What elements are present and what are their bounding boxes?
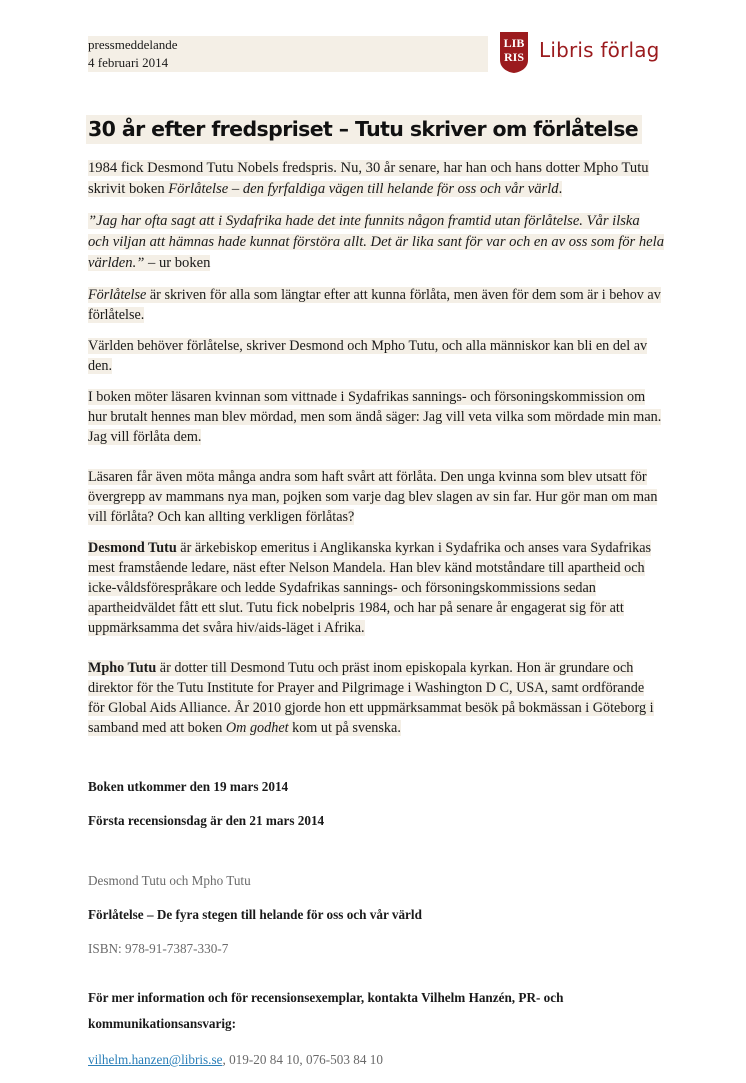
paragraph-desmond	[88, 538, 664, 638]
brand-name: Libris förlag	[539, 38, 660, 62]
press-body	[88, 158, 664, 1083]
paragraph-mpho	[88, 658, 664, 738]
lead-text-1: 1984 fick Desmond Tutu Nobels fredspris. Nu, 30 år senare, har han och hans dotter Mpho Tutu skrivit boken	[88, 160, 649, 197]
page-title: 30 år efter fredspriset – Tutu skriver om förlåtelse	[86, 115, 642, 144]
contact-email-link[interactable]: vilhelm.hanzen@libris.se	[88, 1052, 223, 1067]
mpho-bio-2: kom ut på svenska.	[288, 720, 401, 736]
desmond-bio: är ärkebiskop emeritus i Anglikanska kyrkan i Sydafrika och anses vara Sydafrikas mest framstående ledare, näst efter Nelson Mandela. Han blev känd motståndare till apartheid och icke-våldsförespråkare och ledde Sydafrikas sannings- och försoningskommissions sedan apartheidväldet fått ett slut. Tutu fick nobelpris 1984, och har på senare år engagerat sig för att uppmärksamma det svåra hiv/aids-läget i Afrika.	[88, 540, 652, 636]
svg-text:LIB: LIB	[503, 36, 525, 50]
paragraph-2	[88, 336, 664, 376]
mpho-name: Mpho Tutu	[88, 660, 157, 676]
mpho-book-title: Om godhet	[225, 720, 289, 736]
book-isbn: ISBN: 978-91-7387-330-7	[88, 941, 229, 956]
lead-paragraph	[88, 158, 664, 200]
libris-logo	[497, 30, 667, 74]
release-date: Boken utkommer den 19 mars 2014	[88, 779, 289, 794]
contact-heading: För mer information och för recensionsexemplar, kontakta Vilhelm Hanzén, PR- och kommunikationsansvarig:	[88, 990, 564, 1031]
paragraph-4	[88, 467, 664, 527]
review-date: Första recensionsdag är den 21 mars 2014	[88, 813, 325, 828]
libris-seal-icon	[497, 30, 531, 74]
lead-book-title: Förlåtelse – den fyrfaldiga vägen till helande för oss och vår värld	[168, 181, 559, 197]
p2-text: Världen behöver förlåtelse, skriver Desmond och Mpho Tutu, och alla människor kan bli en del av den.	[88, 338, 648, 374]
mpho-bio-1: är dotter till Desmond Tutu och präst inom episkopala kyrkan. Hon är grundare och direktor för the Tutu Institute for Prayer and Pilgrimage i Washington D C, USA, samt ordförande för Global Aids Alliance. År 2010 gjorde hon ett uppmärksammat besök på bokmässan i Göteborg i samband med att boken	[88, 660, 654, 736]
desmond-name: Desmond Tutu	[88, 540, 177, 556]
book-authors: Desmond Tutu och Mpho Tutu	[88, 873, 251, 888]
svg-text:RIS: RIS	[503, 50, 525, 64]
quote-paragraph	[88, 211, 664, 274]
paragraph-1	[88, 285, 664, 325]
contact-phones: , 019-20 84 10, 076-503 84 10	[222, 1052, 383, 1067]
book-title: Förlåtelse – De fyra stegen till helande för oss och vår värld	[88, 907, 422, 922]
doc-date: 4 februari 2014	[88, 54, 488, 72]
p4-text: Läsaren får även möta många andra som haft svårt att förlåta. Den unga kvinna som blev utsatt för övergrepp av mammans nya man, pojken som varje dag blev slagen av sin far. Hur gör man om man vill förlåta? Och kan allting verkligen förlåtas?	[88, 469, 658, 525]
paragraph-3	[88, 387, 664, 447]
quote-text: ”Jag har ofta sagt att i Sydafrika hade det inte funnits någon framtid utan förlåtelse. Vår ilska och viljan att hämnas hade kunnat förstöra allt. Det är lika sant för var och en av oss som för hela världen.”	[88, 213, 665, 271]
document-meta	[88, 36, 488, 72]
p1-text: är skriven för alla som längtar efter att kunna förlåta, men även för dem som är i behov av förlåtelse.	[88, 287, 661, 323]
contact-details	[88, 1048, 664, 1072]
quote-source: – ur boken	[144, 255, 211, 271]
p1-book-title: Förlåtelse	[88, 287, 147, 303]
lead-text-2: .	[558, 181, 563, 197]
p3-text: I boken möter läsaren kvinnan som vittnade i Sydafrikas sannings- och försoningskommission om hur brutalt hennes man blev mördad, men som ändå säger: Jag vill veta vilka som mördade min man. Jag vill förlåta dem.	[88, 389, 662, 445]
doc-type-label: pressmeddelande	[88, 36, 488, 54]
